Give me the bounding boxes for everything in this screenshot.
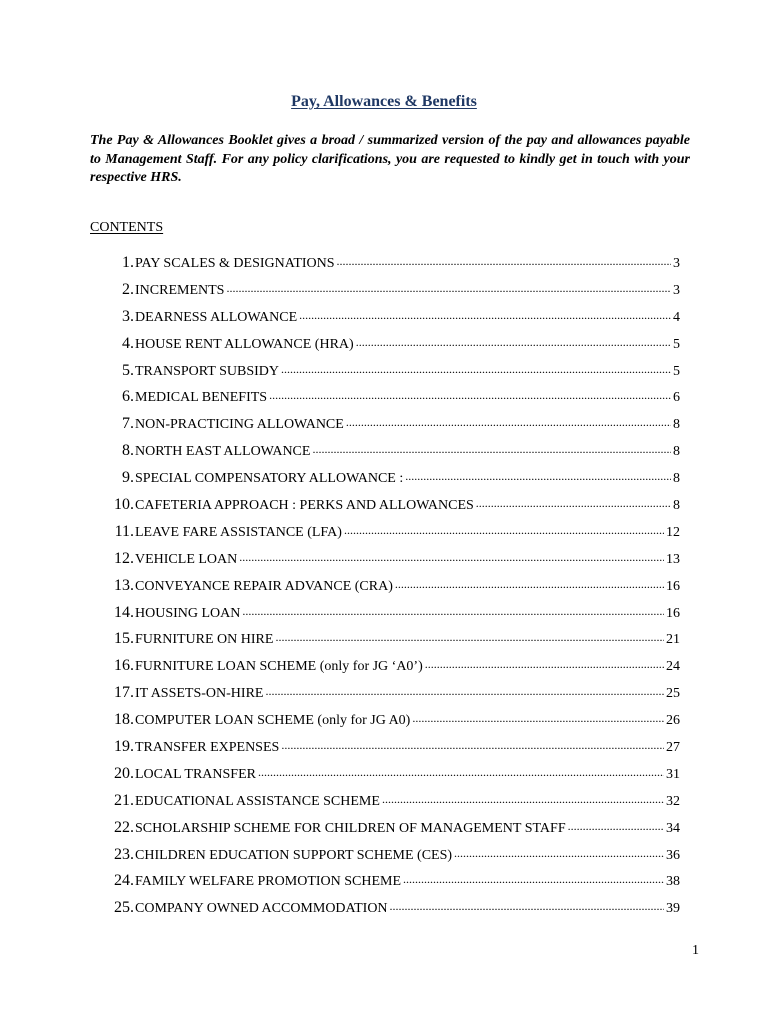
toc-entry[interactable] xyxy=(90,441,680,468)
toc-entry-page: 8 xyxy=(673,498,680,514)
toc-dot-leader xyxy=(312,441,671,455)
toc-entry[interactable] xyxy=(90,307,680,334)
toc-entry-number: 13. xyxy=(114,576,134,594)
toc-entry-page: 8 xyxy=(673,417,680,433)
toc-entry-title: CHILDREN EDUCATION SUPPORT SCHEME (CES) xyxy=(135,847,453,863)
toc-dot-leader xyxy=(425,656,664,670)
toc-dot-leader xyxy=(265,683,664,697)
toc-entry-title: COMPUTER LOAN SCHEME (only for JG A0) xyxy=(135,713,411,729)
toc-entry-number: 5. xyxy=(122,361,134,379)
toc-entry-page: 6 xyxy=(673,390,680,406)
toc-dot-leader xyxy=(239,549,664,563)
toc-dot-leader xyxy=(390,898,664,912)
toc-entry-page: 25 xyxy=(666,686,680,702)
toc-entry-number: 23. xyxy=(114,845,134,863)
toc-entry-page: 5 xyxy=(673,336,680,352)
toc-dot-leader xyxy=(568,818,664,832)
toc-entry-title: CAFETERIA APPROACH : PERKS AND ALLOWANCES xyxy=(135,498,474,514)
toc-dot-leader xyxy=(275,629,664,643)
toc-entry-page: 8 xyxy=(673,471,680,487)
toc-dot-leader xyxy=(405,468,671,482)
toc-entry-number: 9. xyxy=(122,469,134,487)
toc-entry-title: TRANSPORT SUBSIDY xyxy=(135,363,279,379)
toc-dot-leader xyxy=(281,737,664,751)
toc-entry[interactable] xyxy=(90,603,680,630)
toc-entry[interactable] xyxy=(90,818,680,845)
toc-dot-leader xyxy=(454,845,664,859)
toc-dot-leader xyxy=(258,764,664,778)
toc-entry-page: 4 xyxy=(673,309,680,325)
toc-entry-number: 25. xyxy=(114,899,134,917)
toc-entry-page: 34 xyxy=(666,820,680,836)
toc-entry-title: IT ASSETS-ON-HIRE xyxy=(135,686,264,702)
toc-entry-title: PAY SCALES & DESIGNATIONS xyxy=(135,256,335,271)
toc-entry-title: INCREMENTS xyxy=(135,282,225,298)
toc-entry-title: LOCAL TRANSFER xyxy=(135,766,256,782)
toc-entry-page: 5 xyxy=(673,363,680,379)
toc-entry-title: TRANSFER EXPENSES xyxy=(135,740,280,756)
toc-entry-page: 16 xyxy=(666,578,680,594)
toc-entry-title: FURNITURE ON HIRE xyxy=(135,632,274,648)
toc-entry-number: 6. xyxy=(122,388,134,406)
toc-dot-leader xyxy=(476,495,671,509)
toc-entry[interactable] xyxy=(90,522,680,549)
toc-dot-leader xyxy=(412,710,664,724)
toc-entry-title: LEAVE FARE ASSISTANCE (LFA) xyxy=(135,524,342,540)
intro-paragraph: The Pay & Allowances Booklet gives a broad / summarized version of the pay and allowances payable to Management Staff. For any policy clarifications, you are requested to kindly get in touch with your respective HRS. xyxy=(90,133,690,185)
toc-entry-number: 11. xyxy=(114,522,134,540)
toc-dot-leader xyxy=(346,414,671,428)
toc-entry[interactable] xyxy=(90,468,680,495)
toc-entry[interactable] xyxy=(90,549,680,576)
toc-dot-leader xyxy=(403,871,664,885)
toc-entry-page: 31 xyxy=(666,766,680,782)
toc-entry[interactable] xyxy=(90,361,680,388)
toc-entry[interactable] xyxy=(90,764,680,791)
toc-entry[interactable] xyxy=(90,656,680,683)
toc-entry-title: FAMILY WELFARE PROMOTION SCHEME xyxy=(135,874,402,890)
toc-entry-page: 16 xyxy=(666,605,680,621)
contents-heading: CONTENTS xyxy=(90,220,164,235)
toc-entry-page: 27 xyxy=(666,740,680,756)
toc-entry-number: 3. xyxy=(122,307,134,325)
toc-entry[interactable] xyxy=(90,280,680,307)
toc-entry-number: 4. xyxy=(122,334,134,352)
toc-entry-number: 10. xyxy=(114,496,134,514)
toc-entry-title: EDUCATIONAL ASSISTANCE SCHEME xyxy=(135,793,380,809)
toc-entry-page: 21 xyxy=(666,632,680,648)
toc-entry-number: 2. xyxy=(122,280,134,298)
toc-entry-title: CONVEYANCE REPAIR ADVANCE (CRA) xyxy=(135,578,393,594)
toc-entry-title: HOUSE RENT ALLOWANCE (HRA) xyxy=(135,336,354,352)
toc-entry-number: 20. xyxy=(114,764,134,782)
page-number: 1 xyxy=(692,943,699,958)
toc-entry[interactable] xyxy=(90,791,680,818)
toc-entry[interactable] xyxy=(90,387,680,414)
toc-entry-page: 12 xyxy=(666,524,680,540)
toc-entry[interactable] xyxy=(90,871,680,898)
toc-entry-title: NON-PRACTICING ALLOWANCE xyxy=(135,417,344,433)
toc-entry-page: 24 xyxy=(666,659,680,675)
toc-dot-leader xyxy=(269,387,671,401)
toc-entry-number: 18. xyxy=(114,711,134,729)
toc-entry-page: 38 xyxy=(666,874,680,890)
toc-entry[interactable] xyxy=(90,629,680,656)
toc-dot-leader xyxy=(281,361,671,375)
toc-entry-number: 1. xyxy=(122,254,134,271)
page-title: Pay, Allowances & Benefits xyxy=(291,93,477,110)
toc-entry-page: 8 xyxy=(673,444,680,460)
toc-entry-title: COMPANY OWNED ACCOMMODATION xyxy=(135,901,388,917)
toc-entry-title: DEARNESS ALLOWANCE xyxy=(135,309,298,325)
toc-entry-title: NORTH EAST ALLOWANCE xyxy=(135,444,311,460)
toc-entry[interactable] xyxy=(90,576,680,603)
toc-dot-leader xyxy=(382,791,664,805)
toc-entry-number: 14. xyxy=(114,603,134,621)
toc-entry-page: 26 xyxy=(666,713,680,729)
toc-entry-page: 3 xyxy=(673,282,680,298)
table-of-contents xyxy=(90,253,680,925)
toc-entry[interactable] xyxy=(90,845,680,872)
toc-entry-page: 32 xyxy=(666,793,680,809)
toc-entry-title: FURNITURE LOAN SCHEME (only for JG ‘A0’) xyxy=(135,659,423,675)
toc-entry[interactable] xyxy=(90,253,680,280)
toc-entry[interactable] xyxy=(90,683,680,710)
toc-entry[interactable] xyxy=(90,495,680,522)
toc-entry-title: VEHICLE LOAN xyxy=(135,551,238,567)
toc-entry-page: 39 xyxy=(666,901,680,917)
toc-entry-number: 17. xyxy=(114,684,134,702)
toc-entry-number: 12. xyxy=(114,549,134,567)
toc-dot-leader xyxy=(344,522,664,536)
toc-dot-leader xyxy=(356,334,671,348)
toc-entry[interactable] xyxy=(90,334,680,361)
toc-entry-page: 3 xyxy=(673,256,680,271)
toc-dot-leader xyxy=(242,603,664,617)
toc-dot-leader xyxy=(337,253,671,267)
toc-entry-number: 21. xyxy=(114,791,134,809)
toc-entry-number: 24. xyxy=(114,872,134,890)
toc-entry[interactable] xyxy=(90,898,680,925)
toc-entry-title: SPECIAL COMPENSATORY ALLOWANCE : xyxy=(135,471,404,487)
toc-entry[interactable] xyxy=(90,414,680,441)
toc-entry-title: HOUSING LOAN xyxy=(135,605,241,621)
toc-dot-leader xyxy=(395,576,664,590)
toc-entry-title: SCHOLARSHIP SCHEME FOR CHILDREN OF MANAGEMENT STAFF xyxy=(135,820,566,836)
toc-entry-number: 7. xyxy=(122,415,134,433)
toc-entry-page: 36 xyxy=(666,847,680,863)
toc-entry-title: MEDICAL BENEFITS xyxy=(135,390,268,406)
toc-entry[interactable] xyxy=(90,737,680,764)
toc-entry-number: 22. xyxy=(114,818,134,836)
toc-entry-number: 16. xyxy=(114,657,134,675)
toc-entry-page: 13 xyxy=(666,551,680,567)
toc-dot-leader xyxy=(226,280,671,294)
toc-entry-number: 19. xyxy=(114,738,134,756)
toc-entry[interactable] xyxy=(90,710,680,737)
toc-entry-number: 8. xyxy=(122,442,134,460)
toc-dot-leader xyxy=(299,307,671,321)
toc-entry-number: 15. xyxy=(114,630,134,648)
